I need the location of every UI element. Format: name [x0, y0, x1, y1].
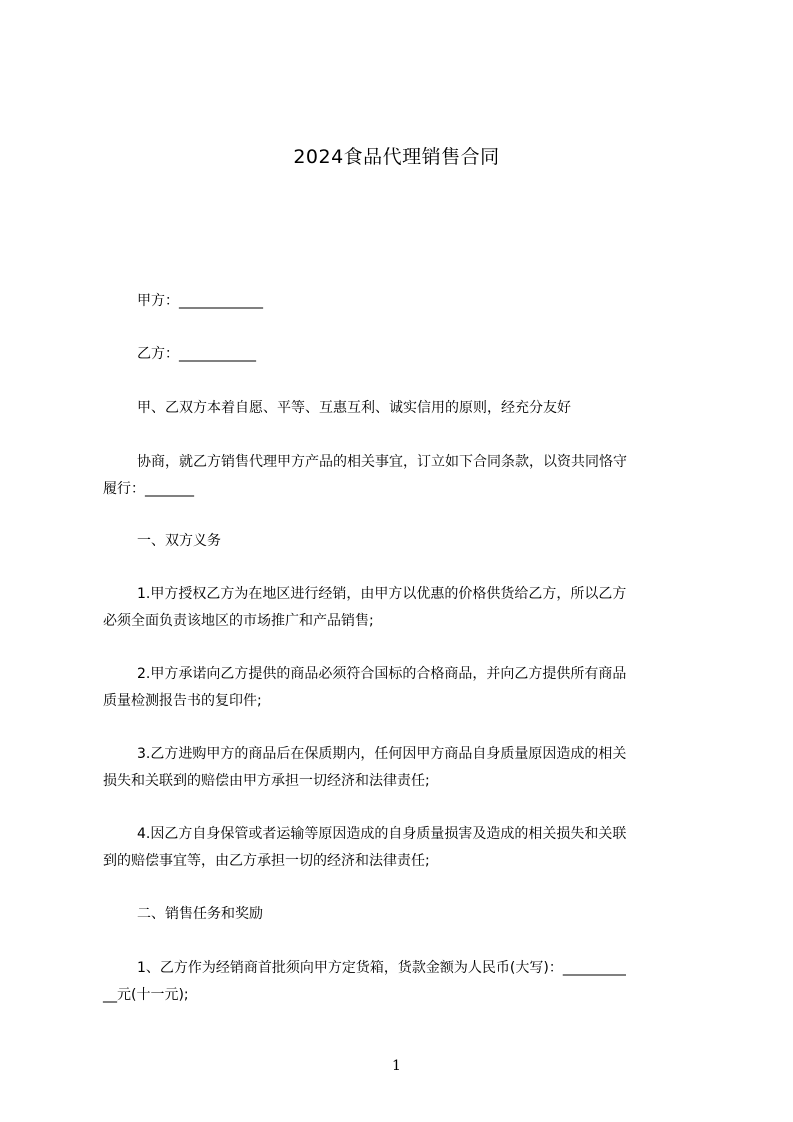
party-a-line: 甲方：____________: [137, 293, 263, 309]
s1-item4-line1: 4.因乙方自身保管或者运输等原因造成的自身质量损害及造成的相关损失和关联: [137, 826, 627, 842]
s2-item1-line2: __元(十一元);: [103, 987, 189, 1003]
intro-paragraph-line1: 甲、乙双方本着自愿、平等、互惠互利、诚实信用的原则，经充分友好: [137, 400, 571, 416]
document-title: 2024食品代理销售合同: [293, 146, 500, 168]
s1-item2-line2: 质量检测报告书的复印件;: [103, 693, 262, 709]
section-2-heading: 二、销售任务和奖励: [137, 906, 263, 922]
s1-item3-line2: 损失和关联到的赔偿由甲方承担一切经济和法律责任;: [103, 773, 430, 789]
intro-paragraph-line2a: 协商，就乙方销售代理甲方产品的相关事宜，订立如下合同条款，以资共同恪守: [137, 454, 627, 470]
s1-item2-line1: 2.甲方承诺向乙方提供的商品必须符合国标的合格商品，并向乙方提供所有商品: [137, 666, 627, 682]
s2-item1-line1: 1、乙方作为经销商首批须向甲方定货箱，货款金额为人民币(大写)：_________: [137, 960, 626, 976]
s1-item1-line1: 1.甲方授权乙方为在地区进行经销，由甲方以优惠的价格供货给乙方，所以乙方: [137, 586, 627, 602]
s1-item1-line2: 必须全面负责该地区的市场推广和产品销售;: [103, 613, 374, 629]
s1-item3-line1: 3.乙方进购甲方的商品后在保质期内，任何因甲方商品自身质量原因造成的相关: [137, 746, 627, 762]
page-number: 1: [392, 1058, 401, 1074]
s1-item4-line2: 到的赔偿事宜等，由乙方承担一切的经济和法律责任;: [103, 853, 430, 869]
section-1-heading: 一、双方义务: [137, 533, 221, 549]
party-b-line: 乙方：___________: [137, 346, 256, 362]
intro-paragraph-line2b: 履行：_______: [103, 481, 194, 497]
